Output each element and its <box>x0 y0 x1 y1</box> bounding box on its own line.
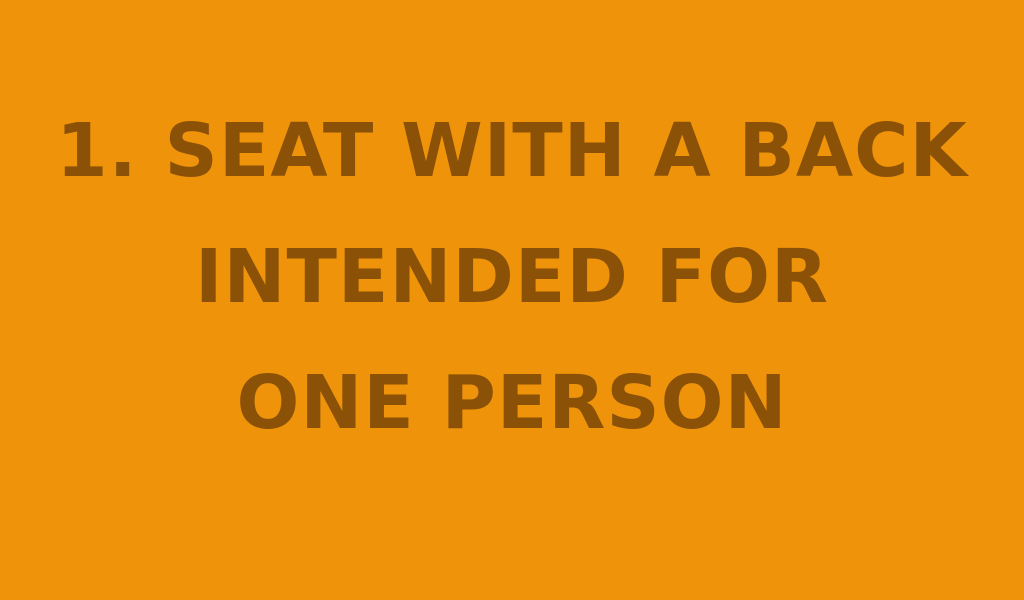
clue-line-3: ONE PERSON <box>236 360 788 446</box>
clue-text <box>0 88 1024 466</box>
clue-line-1: 1. SEAT WITH A BACK <box>56 108 968 194</box>
clue-line-2: INTENDED FOR <box>194 234 830 320</box>
